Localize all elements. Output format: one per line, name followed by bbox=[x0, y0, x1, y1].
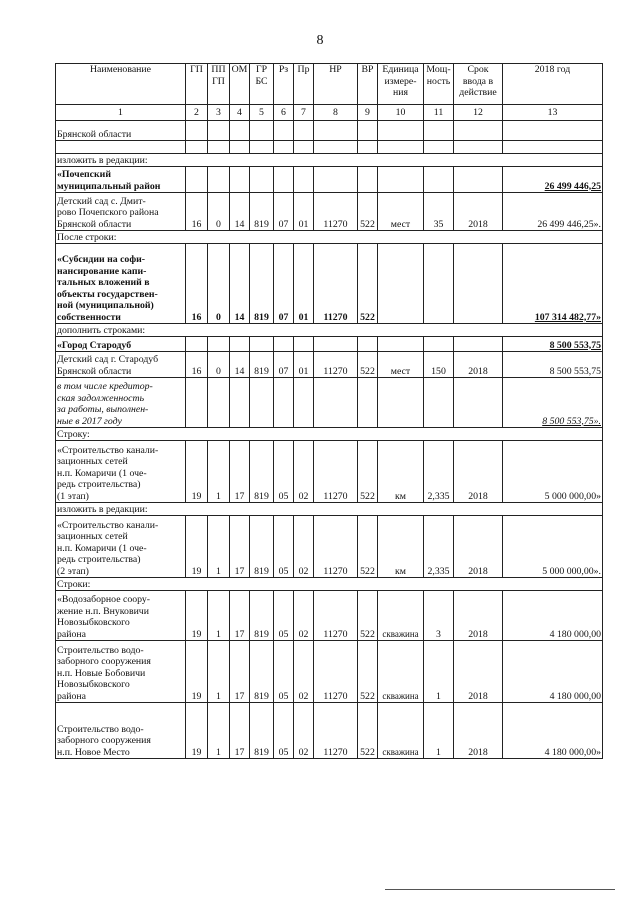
amount-cell: 4 180 000,00» bbox=[503, 703, 603, 759]
row-name: Детский сад с. Дмит- рово Почепского района Брянской области bbox=[56, 193, 186, 231]
column-number: 12 bbox=[454, 105, 503, 121]
table-cell bbox=[454, 337, 503, 352]
table-cell: 1 bbox=[424, 703, 454, 759]
table-cell bbox=[358, 121, 378, 141]
amount-cell: 8 500 553,75 bbox=[503, 352, 603, 378]
row-name: «Почепский муниципальный район bbox=[56, 167, 186, 193]
table-cell: 17 bbox=[230, 441, 250, 503]
column-header: 2018 год bbox=[503, 64, 603, 105]
table-cell bbox=[314, 337, 358, 352]
section-label: изложить в редакции: bbox=[56, 154, 603, 167]
table-row bbox=[56, 441, 603, 503]
blank-row bbox=[56, 141, 603, 154]
table-cell bbox=[274, 337, 294, 352]
table-cell bbox=[250, 121, 274, 141]
table-cell: 3 bbox=[424, 591, 454, 641]
table-cell: 05 bbox=[274, 591, 294, 641]
table-cell: 19 bbox=[186, 641, 208, 703]
table-cell: 01 bbox=[294, 193, 314, 231]
table-cell bbox=[454, 378, 503, 428]
table-cell: 522 bbox=[358, 441, 378, 503]
section-label-row bbox=[56, 503, 603, 516]
table-cell: 02 bbox=[294, 641, 314, 703]
section-label: Строку: bbox=[56, 428, 603, 441]
section-label: После строки: bbox=[56, 231, 603, 244]
table-cell: мест bbox=[378, 193, 424, 231]
table-cell bbox=[208, 141, 230, 154]
table-cell: 11270 bbox=[314, 516, 358, 578]
row-name: Брянской области bbox=[56, 121, 186, 141]
table-cell: 02 bbox=[294, 591, 314, 641]
table-cell: 522 bbox=[358, 193, 378, 231]
table-cell: 14 bbox=[230, 352, 250, 378]
page-number: 8 bbox=[316, 33, 324, 48]
table-row bbox=[56, 337, 603, 352]
table-cell bbox=[186, 378, 208, 428]
table-cell: 11270 bbox=[314, 244, 358, 324]
table-cell bbox=[294, 378, 314, 428]
table-cell: 14 bbox=[230, 244, 250, 324]
table-cell: 2,335 bbox=[424, 516, 454, 578]
table-cell: 2018 bbox=[454, 352, 503, 378]
table-cell: 522 bbox=[358, 591, 378, 641]
table-cell: 1 bbox=[208, 441, 230, 503]
table-cell bbox=[294, 167, 314, 193]
row-name: Строительство водо- заборного сооружения н.п. Новые Бобовичи Новозыбковского района bbox=[56, 641, 186, 703]
table-cell bbox=[230, 167, 250, 193]
table-cell: 11270 bbox=[314, 641, 358, 703]
table-cell: 522 bbox=[358, 352, 378, 378]
table-cell bbox=[454, 141, 503, 154]
column-number: 6 bbox=[274, 105, 294, 121]
table-cell bbox=[454, 121, 503, 141]
section-label: Строки: bbox=[56, 578, 603, 591]
table-cell: 11270 bbox=[314, 441, 358, 503]
table-cell: 05 bbox=[274, 703, 294, 759]
section-label-row bbox=[56, 578, 603, 591]
table-cell bbox=[314, 378, 358, 428]
table-cell: 1 bbox=[424, 641, 454, 703]
column-number-row bbox=[56, 105, 603, 121]
section-label-row bbox=[56, 154, 603, 167]
table-cell: 16 bbox=[186, 352, 208, 378]
section-label-row bbox=[56, 428, 603, 441]
section-label-row bbox=[56, 231, 603, 244]
budget-table bbox=[55, 63, 603, 759]
section-label: изложить в редакции: bbox=[56, 503, 603, 516]
table-row bbox=[56, 378, 603, 428]
table-cell: 2018 bbox=[454, 703, 503, 759]
table-header-row bbox=[56, 64, 603, 105]
table-cell bbox=[56, 141, 186, 154]
table-cell: 522 bbox=[358, 703, 378, 759]
table-cell: 02 bbox=[294, 441, 314, 503]
table-cell: 522 bbox=[358, 641, 378, 703]
row-name: «Город Стародуб bbox=[56, 337, 186, 352]
column-header: ГП bbox=[186, 64, 208, 105]
table-cell: 17 bbox=[230, 703, 250, 759]
table-cell bbox=[294, 121, 314, 141]
table-cell bbox=[358, 378, 378, 428]
column-number: 7 bbox=[294, 105, 314, 121]
column-header: Единица измере-ния bbox=[378, 64, 424, 105]
table-cell bbox=[314, 167, 358, 193]
table-cell: 522 bbox=[358, 516, 378, 578]
table-cell: 150 bbox=[424, 352, 454, 378]
table-cell bbox=[503, 141, 603, 154]
table-cell bbox=[378, 378, 424, 428]
table-cell: 05 bbox=[274, 441, 294, 503]
table-cell: 1 bbox=[208, 591, 230, 641]
table-cell bbox=[294, 337, 314, 352]
table-cell bbox=[230, 337, 250, 352]
column-number: 4 bbox=[230, 105, 250, 121]
column-header: ГР БС bbox=[250, 64, 274, 105]
table-cell: 07 bbox=[274, 193, 294, 231]
table-cell bbox=[454, 244, 503, 324]
section-label-row bbox=[56, 324, 603, 337]
table-cell bbox=[358, 141, 378, 154]
table-cell bbox=[250, 167, 274, 193]
table-cell: 01 bbox=[294, 244, 314, 324]
amount-cell bbox=[503, 121, 603, 141]
table-cell bbox=[358, 337, 378, 352]
table-cell: 2,335 bbox=[424, 441, 454, 503]
table-cell bbox=[424, 121, 454, 141]
table-cell bbox=[314, 121, 358, 141]
table-cell: 07 bbox=[274, 352, 294, 378]
table-cell bbox=[186, 141, 208, 154]
table-cell bbox=[378, 167, 424, 193]
table-cell: 0 bbox=[208, 244, 230, 324]
table-cell bbox=[424, 378, 454, 428]
table-cell: 19 bbox=[186, 441, 208, 503]
amount-cell: 4 180 000,00 bbox=[503, 641, 603, 703]
table-row bbox=[56, 193, 603, 231]
column-number: 3 bbox=[208, 105, 230, 121]
row-name: Детский сад г. Стародуб Брянской области bbox=[56, 352, 186, 378]
table-cell: 19 bbox=[186, 591, 208, 641]
table-cell: 17 bbox=[230, 641, 250, 703]
table-cell: 2018 bbox=[454, 441, 503, 503]
table-cell: 11270 bbox=[314, 193, 358, 231]
table-cell: 05 bbox=[274, 641, 294, 703]
table-cell: 819 bbox=[250, 244, 274, 324]
table-cell: 35 bbox=[424, 193, 454, 231]
section-label: дополнить строками: bbox=[56, 324, 603, 337]
table-cell: 819 bbox=[250, 516, 274, 578]
table-cell: 0 bbox=[208, 193, 230, 231]
row-name: «Строительство канали- зационных сетей н.п. Комаричи (1 оче- редь строительства) (1 этап) bbox=[56, 441, 186, 503]
table-row bbox=[56, 121, 603, 141]
column-header: Наименование bbox=[56, 64, 186, 105]
amount-cell: 5 000 000,00» bbox=[503, 441, 603, 503]
table-cell: мест bbox=[378, 352, 424, 378]
table-cell: 19 bbox=[186, 703, 208, 759]
table-cell bbox=[274, 167, 294, 193]
table-cell bbox=[186, 337, 208, 352]
table-cell bbox=[294, 141, 314, 154]
table-cell: 819 bbox=[250, 352, 274, 378]
amount-cell: 5 000 000,00». bbox=[503, 516, 603, 578]
table-cell: км bbox=[378, 441, 424, 503]
table-cell: 01 bbox=[294, 352, 314, 378]
table-cell: 522 bbox=[358, 244, 378, 324]
table-cell: 819 bbox=[250, 641, 274, 703]
table-cell: 11270 bbox=[314, 703, 358, 759]
table-cell: 14 bbox=[230, 193, 250, 231]
table-cell bbox=[378, 121, 424, 141]
table-cell bbox=[378, 337, 424, 352]
amount-cell: 8 500 553,75 bbox=[503, 337, 603, 352]
table-cell bbox=[424, 167, 454, 193]
table-cell: 07 bbox=[274, 244, 294, 324]
table-cell bbox=[424, 141, 454, 154]
table-cell bbox=[208, 378, 230, 428]
table-cell bbox=[250, 378, 274, 428]
table-row bbox=[56, 352, 603, 378]
column-number: 8 bbox=[314, 105, 358, 121]
table-cell: 2018 bbox=[454, 193, 503, 231]
amount-cell: 4 180 000,00 bbox=[503, 591, 603, 641]
table-row bbox=[56, 641, 603, 703]
table-cell: 2018 bbox=[454, 591, 503, 641]
table-cell: скважина bbox=[378, 591, 424, 641]
table-cell: 0 bbox=[208, 352, 230, 378]
column-number: 11 bbox=[424, 105, 454, 121]
table-cell bbox=[454, 167, 503, 193]
row-name: Строительство водо- заборного сооружения н.п. Новое Место bbox=[56, 703, 186, 759]
table-cell bbox=[250, 337, 274, 352]
table-cell: 819 bbox=[250, 591, 274, 641]
table-cell: скважина bbox=[378, 641, 424, 703]
column-number: 9 bbox=[358, 105, 378, 121]
column-header: ПП ГП bbox=[208, 64, 230, 105]
table-cell: 1 bbox=[208, 641, 230, 703]
table-cell: 02 bbox=[294, 703, 314, 759]
table-row bbox=[56, 516, 603, 578]
table-cell: 05 bbox=[274, 516, 294, 578]
table-cell bbox=[358, 167, 378, 193]
table-cell: 19 bbox=[186, 516, 208, 578]
table-cell: 819 bbox=[250, 193, 274, 231]
table-row bbox=[56, 591, 603, 641]
column-number: 1 bbox=[56, 105, 186, 121]
table-cell bbox=[230, 121, 250, 141]
amount-cell: 8 500 553,75». bbox=[503, 378, 603, 428]
row-name: «Водозаборное соору- жение н.п. Внуковичи Новозыбковского района bbox=[56, 591, 186, 641]
table-cell: 17 bbox=[230, 591, 250, 641]
table-cell bbox=[378, 244, 424, 324]
column-header: НР bbox=[314, 64, 358, 105]
amount-cell: 26 499 446,25». bbox=[503, 193, 603, 231]
column-header: Мощ-ность bbox=[424, 64, 454, 105]
table-cell bbox=[274, 378, 294, 428]
table-cell: 2018 bbox=[454, 516, 503, 578]
footer-rule bbox=[385, 889, 615, 890]
table-cell bbox=[208, 167, 230, 193]
table-cell: 17 bbox=[230, 516, 250, 578]
table-cell: 1 bbox=[208, 516, 230, 578]
column-header: ОМ bbox=[230, 64, 250, 105]
table-cell bbox=[230, 378, 250, 428]
table-cell: 16 bbox=[186, 193, 208, 231]
table-cell bbox=[378, 141, 424, 154]
column-number: 10 bbox=[378, 105, 424, 121]
table-row bbox=[56, 167, 603, 193]
table-cell: 819 bbox=[250, 703, 274, 759]
table-cell bbox=[424, 244, 454, 324]
table-cell: 02 bbox=[294, 516, 314, 578]
amount-cell: 26 499 446,25 bbox=[503, 167, 603, 193]
column-header: Срок ввода в действие bbox=[454, 64, 503, 105]
column-header: ВР bbox=[358, 64, 378, 105]
table-cell: км bbox=[378, 516, 424, 578]
amount-cell: 107 314 482,77» bbox=[503, 244, 603, 324]
table-cell bbox=[208, 337, 230, 352]
table-cell: 2018 bbox=[454, 641, 503, 703]
row-name: в том числе кредитор- ская задолженность за работы, выполнен- ные в 2017 году bbox=[56, 378, 186, 428]
table-cell bbox=[186, 167, 208, 193]
table-row bbox=[56, 244, 603, 324]
table-cell: 819 bbox=[250, 441, 274, 503]
table-cell: 1 bbox=[208, 703, 230, 759]
table-cell bbox=[208, 121, 230, 141]
table-cell bbox=[230, 141, 250, 154]
table-cell bbox=[250, 141, 274, 154]
table-cell bbox=[274, 121, 294, 141]
table-cell bbox=[424, 337, 454, 352]
row-name: «Субсидии на софи- нансирование капи- тальных вложений в объекты государствен- ной (муниципальной) собственности bbox=[56, 244, 186, 324]
table-row bbox=[56, 703, 603, 759]
table-cell bbox=[186, 121, 208, 141]
table-cell: 16 bbox=[186, 244, 208, 324]
table-cell: скважина bbox=[378, 703, 424, 759]
row-name: «Строительство канали- зационных сетей н.п. Комаричи (1 оче- редь строительства) (2 этап) bbox=[56, 516, 186, 578]
column-header: Пр bbox=[294, 64, 314, 105]
column-header: Рз bbox=[274, 64, 294, 105]
column-number: 2 bbox=[186, 105, 208, 121]
column-number: 13 bbox=[503, 105, 603, 121]
column-number: 5 bbox=[250, 105, 274, 121]
table-cell: 11270 bbox=[314, 352, 358, 378]
table-cell: 11270 bbox=[314, 591, 358, 641]
table-cell bbox=[274, 141, 294, 154]
table-cell bbox=[314, 141, 358, 154]
